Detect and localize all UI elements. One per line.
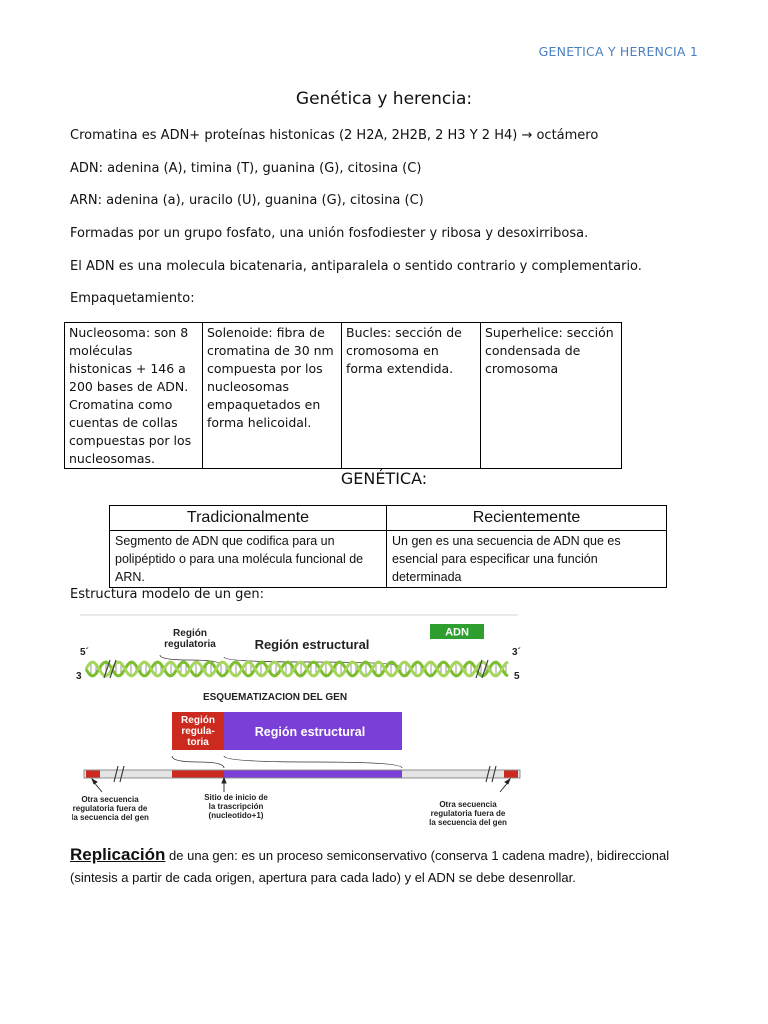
replicacion-text: de una gen: es un proceso semiconservativo (conserva 1 cadena madre), bidireccional (sintesis a partir de cada origen, apertura para cada lado) y el ADN se debe desenrollar. bbox=[70, 848, 670, 885]
header-tradicionalmente: Tradicionalmente bbox=[110, 506, 387, 531]
svg-text:regulatoria fuera de: regulatoria fuera de bbox=[72, 804, 148, 813]
page-title: Genética y herencia: bbox=[295, 89, 473, 109]
svg-text:Otra secuencia: Otra secuencia bbox=[439, 800, 497, 809]
cell-nucleosoma: Nucleosoma: son 8 moléculas histonicas + 146 a 200 bases de ADN. Cromatina como cuentas de collas compuestas por los nucleosomas. bbox=[65, 323, 203, 469]
svg-text:Región estructural: Región estructural bbox=[254, 725, 366, 739]
cell-superhelice: Superhelice: sección condensada de cromosoma bbox=[481, 323, 622, 469]
dna-helix-icon bbox=[86, 662, 508, 676]
svg-text:Sitio de inicio de: Sitio de inicio de bbox=[204, 793, 268, 802]
page-header: GENETICA Y HERENCIA 1 bbox=[538, 44, 698, 59]
svg-text:la secuencia del gen: la secuencia del gen bbox=[429, 818, 507, 827]
gene-diagram bbox=[72, 612, 522, 838]
paragraph-empaquetamiento: Empaquetamiento: bbox=[70, 291, 195, 306]
label-region-regulatoria-2: regulatoria bbox=[164, 639, 216, 650]
cell-solenoide: Solenoide: fibra de cromatina de 30 nm compuesta por los nucleosomas empaquetados en forma helicoidal. bbox=[203, 323, 342, 469]
paragraph-formadas: Formadas por un grupo fosfato, una unión fosfodiester y ribosa y desoxirribosa. bbox=[70, 226, 589, 241]
svg-text:la secuencia del gen: la secuencia del gen bbox=[72, 813, 149, 822]
label-region-estructural: Región estructural bbox=[254, 637, 370, 652]
svg-text:Región: Región bbox=[181, 715, 215, 726]
svg-text:Otra secuencia: Otra secuencia bbox=[81, 795, 139, 804]
model-label: Estructura modelo de un gen: bbox=[70, 587, 265, 602]
label-5prime: 5´ bbox=[80, 647, 89, 658]
gene-definition-table bbox=[109, 505, 667, 588]
svg-text:toria: toria bbox=[187, 737, 209, 748]
genetica-heading: GENÉTICA: bbox=[340, 469, 428, 488]
packaging-table bbox=[64, 322, 622, 469]
label-5: 5 bbox=[514, 671, 520, 682]
svg-text:regulatoria fuera de: regulatoria fuera de bbox=[430, 809, 506, 818]
replicacion-paragraph bbox=[70, 844, 710, 889]
replicacion-title: Replicación bbox=[70, 845, 166, 864]
adn-badge-label: ADN bbox=[445, 626, 469, 639]
label-3: 3 bbox=[76, 671, 82, 682]
cell-reciente: Un gen es una secuencia de ADN que es esencial para especificar una función determinada bbox=[387, 531, 667, 588]
cell-bucles: Bucles: sección de cromosoma en forma extendida. bbox=[342, 323, 481, 469]
svg-text:regula-: regula- bbox=[181, 726, 215, 737]
svg-text:la trascripción: la trascripción bbox=[208, 802, 264, 811]
cell-tradicional: Segmento de ADN que codifica para un polipéptido o para una molécula funcional de ARN. bbox=[110, 531, 387, 588]
paragraph-adn: ADN: adenina (A), timina (T), guanina (G), citosina (C) bbox=[70, 161, 422, 176]
paragraph-bicatenaria: El ADN es una molecula bicatenaria, antiparalela o sentido contrario y complementario. bbox=[70, 259, 642, 274]
label-3prime: 3´ bbox=[512, 647, 521, 658]
label-region-regulatoria-1: Región bbox=[173, 628, 207, 639]
header-recientemente: Recientemente bbox=[387, 506, 667, 531]
svg-text:(nucleotido+1): (nucleotido+1) bbox=[208, 811, 264, 820]
label-esquematizacion: ESQUEMATIZACION DEL GEN bbox=[202, 692, 348, 703]
paragraph-cromatina: Cromatina es ADN+ proteínas histonicas (2 H2A, 2H2B, 2 H3 Y 2 H4) → octámero bbox=[70, 128, 599, 143]
paragraph-arn: ARN: adenina (a), uracilo (U), guanina (G), citosina (C) bbox=[70, 193, 424, 208]
